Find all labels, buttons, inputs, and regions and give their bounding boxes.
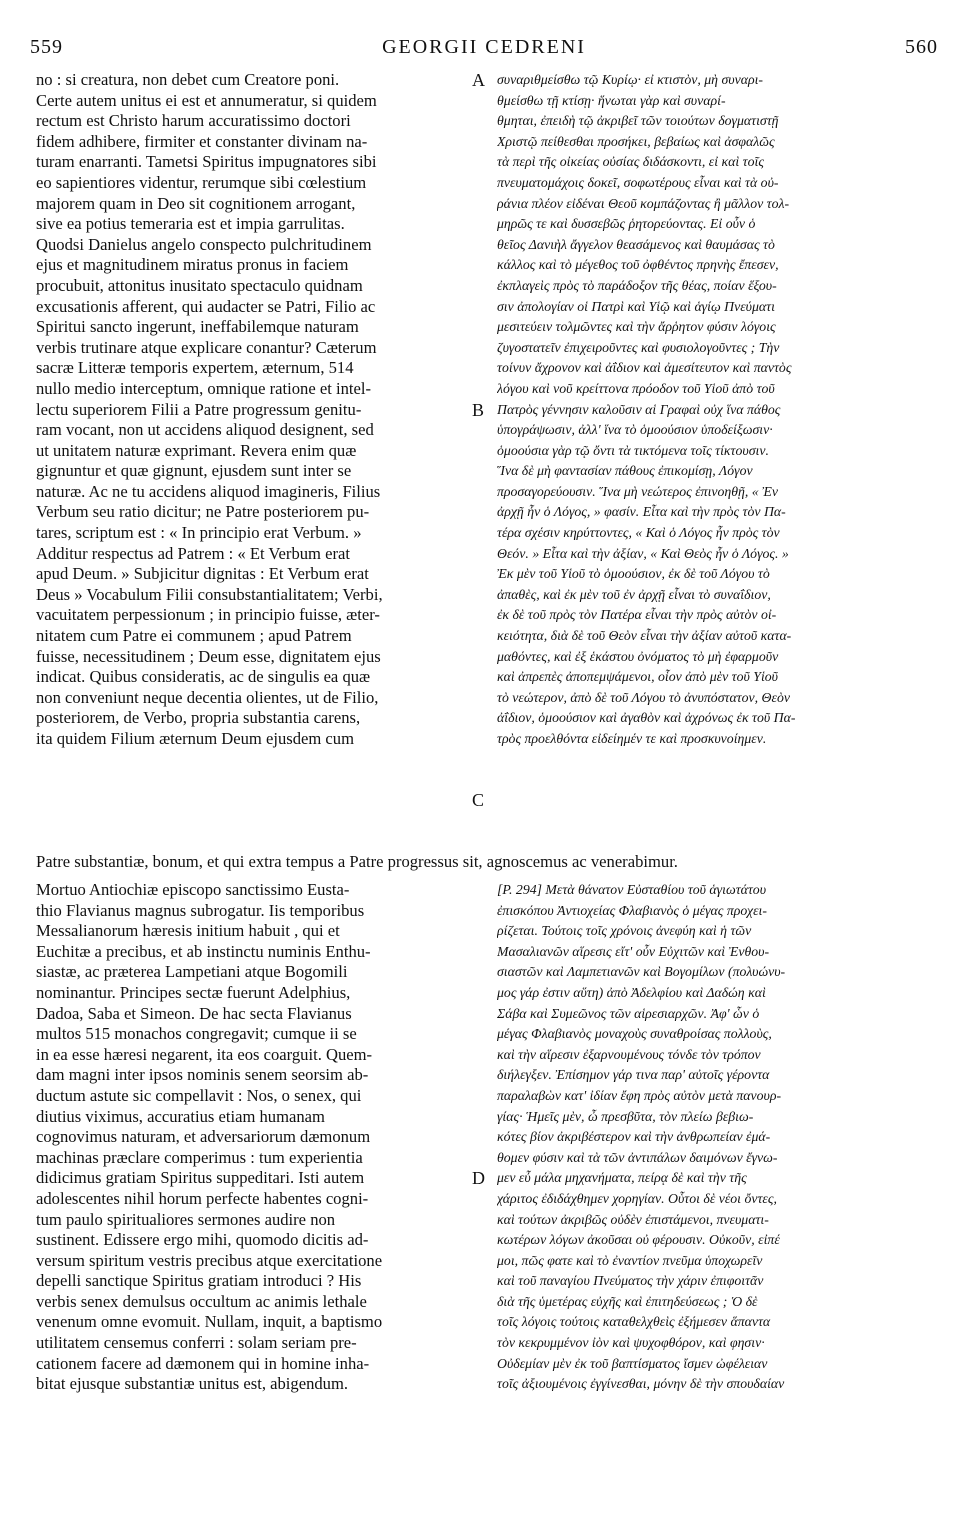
text-line: Verbum seu ratio dicitur; ne Patre posteriorem pu- <box>36 502 370 522</box>
text-line: apud Deum. » Subjicitur dignitas : Et Verbum erat <box>36 564 369 584</box>
text-line: χάριτος ἐδιδάχθημεν χορηγίαν. Οὗτοι δὲ νέοι ὄντες, <box>497 1190 777 1206</box>
text-line: Messalianorum hæresis initium habuit , qui et <box>36 921 340 941</box>
text-line: Deus » Vocabulum Filii consubstantialitatem; Verbi, <box>36 584 383 604</box>
text-line: vacuitatem perpessionum ; in principio fuisse, æter- <box>36 605 380 625</box>
text-line: Spiritui sancto ingerunt, ineffabilemque naturam <box>36 317 359 337</box>
text-line: μηρῶς τε καὶ δυσσεβῶς ῥητορεύοντας. Εἰ οὖν ὁ <box>497 216 756 232</box>
text-line: Euchitæ a precibus, et ab instinctu numinis Enthu- <box>36 941 371 961</box>
text-line: προσαγορεύουσιν. Ἵνα μὴ νεώτερος ἐπινοηθῇ, « Ἐν <box>497 483 779 499</box>
text-line: eo sapientiores videntur, rerumque sibi cœlestium <box>36 172 367 192</box>
text-line: cationem facere ad dæmonem qui in homine inha- <box>36 1353 370 1373</box>
text-line: majorem quam in Deo sit cognitionem arrogant, <box>36 193 356 213</box>
text-line: fidem adhibere, firmiter et constanter divinam na- <box>36 131 368 151</box>
text-line: verbis trutinare atque explicare conantur? Cæterum <box>36 337 377 357</box>
text-line: utilitatem censemus conferri : solam seriam pre- <box>36 1333 357 1353</box>
text-line: lectu superiorem Filii a Patre progressum genitu- <box>36 399 362 419</box>
text-line: διήλεγξεν. Ἐπίσημον γάρ τινα παρ' αὐτοῖς γέροντα <box>497 1067 770 1083</box>
text-line: παραλαβὼν κατ' ἰδίαν ἔφη πρὸς αὐτὸν μετὰ πανουρ- <box>497 1087 782 1103</box>
text-line: τοίνυν ἄχρονον καὶ ἀΐδιον καὶ ἀμεσίτευτον καὶ παντὸς <box>497 360 792 376</box>
text-line: sustinent. Edissere ergo mihi, quomodo dicitis ad- <box>36 1230 369 1250</box>
text-line: thio Flavianus magnus subrogatur. Iis temporibus <box>36 900 365 920</box>
text-line: ράνια πλέον εἰδέναι Θεοῦ κομπάζοντας ἢ μᾶλλον τολ- <box>497 195 790 211</box>
text-line: τὸ νεώτερον, ἀπὸ δὲ τοῦ Λόγου τὸ ἀνυπόστατον, Θεὸν <box>497 689 790 705</box>
text-line: θμηται, ἐπειδὴ τῷ ἀκριβεῖ τῶν τοιούτων δογματιστῇ <box>497 113 779 129</box>
text-line: Dadoa, Saba et Simeon. De hac secta Flavianus <box>36 1003 352 1023</box>
text-line: verbis senex demulsus occultum ac animis lethale <box>36 1291 367 1311</box>
text-line: κότες βίον ἀκριβέστερον καὶ τὴν ἀνθρωπείαν ἐμά- <box>497 1129 771 1145</box>
text-line: indicat. Quibus consideratis, ac de singulis ea quæ <box>36 667 371 687</box>
text-line: non conveniunt neque decentia olientes, ut de Filio, <box>36 687 379 707</box>
text-line: Ἵνα δὲ μὴ φαντασίαν πάθους ἐπικομίσῃ, Λόγον <box>497 463 753 479</box>
text-line: Quodsi Danielus angelo conspecto pulchritudinem <box>36 234 372 254</box>
text-line: Σάβα καὶ Συμεῶνος τῶν αἱρεσιαρχῶν. Ἀφ' ὧν ὁ <box>497 1005 760 1021</box>
text-line: ut unitatem naturæ exprimant. Revera enim quæ <box>36 440 357 460</box>
text-line: κειότητα, διὰ δὲ τοῦ Θεὸν εἶναι τὴν ἀξίαν αὐτοῦ κατα- <box>497 628 792 644</box>
text-line: nitatem cum Patre ei communem ; apud Patrem <box>36 626 352 646</box>
text-line: turam enarranti. Tametsi Spiritus impugnatores sibi <box>36 152 377 172</box>
text-line: nullo medio interceptum, omnique ratione et intel- <box>36 378 372 398</box>
latin-column-top <box>36 70 464 750</box>
text-line: ἀΐδιον, ὁμοούσιον καὶ ἀγαθὸν καὶ ἀχρόνως ἐκ τοῦ Πα- <box>497 710 796 726</box>
text-line: καὶ τούτων ἀκριβῶς οὐδὲν ἐπιστάμενοι, πνευματι- <box>497 1211 769 1227</box>
margin-marker-d: D <box>472 1168 485 1188</box>
text-line: posteriorem, de Verbo, propria substantia carens, <box>36 708 361 728</box>
text-line: καὶ τὴν αἵρεσιν ἐξαρνουμένους τόνδε τὸν τρόπον <box>497 1046 761 1062</box>
text-line: nominantur. Principes sectæ fuerunt Adelphius, <box>36 982 351 1002</box>
text-line: κωτέρων λόγων ἀκοῦσαι οὐ φέρουσιν. Οὐκοῦν, εἰπέ <box>497 1232 780 1248</box>
text-line: μεν εὖ μάλα μηχανήματα, πείρᾳ δὲ καὶ τὴν τῆς <box>497 1170 747 1186</box>
text-line: sive ea potius temeraria est et impia garrulitas. <box>36 214 345 234</box>
left-page-number: 559 <box>30 36 63 58</box>
text-line: procubuit, attonitus inusitato spectaculo quidnam <box>36 275 363 295</box>
text-line: ζυγοστατεῖν ἐπιχειροῦντες καὶ φυσιολογοῦντες ; Τὴν <box>497 339 780 355</box>
text-line: τοῖς ἀξιουμένοις ἐγγίνεσθαι, μόνην δὲ τὴν σπουδαίαν <box>497 1376 785 1392</box>
text-line: rectum est Christo harum accuratissimo doctori <box>36 111 351 131</box>
text-line: ρίζεται. Τούτοις τοῖς χρόνοις ἀνεφύη καὶ ἡ τῶν <box>497 923 752 939</box>
text-line: Additur respectus ad Patrem : « Et Verbum erat <box>36 543 350 563</box>
text-line: γίας· Ἡμεῖς μὲν, ὦ πρεσβῦτα, τὸν πλείω βεβιω- <box>497 1108 754 1124</box>
text-line: μοι, πῶς φατε καὶ τὸ ἐναντίον πνεῦμα ὑποχωρεῖν <box>497 1252 763 1268</box>
text-line: ἀπαθὲς, καὶ ἐκ μὲν τοῦ ἐν ἀρχῇ εἶναι τὸ συναΐδιον, <box>497 586 771 602</box>
greek-column-top <box>497 70 930 750</box>
text-line: tares, scriptum est : « In principio erat Verbum. » <box>36 523 362 543</box>
text-line: Θεόν. » Εἶτα καὶ τὴν ἀξίαν, « Καὶ Θεὸς ἦν ὁ Λόγος. » <box>497 545 789 561</box>
text-line: didicimus gratiam Spiritus suppeditari. Isti autem <box>36 1168 365 1188</box>
text-line: sacræ Litteræ temporis expertem, æternum, 514 <box>36 358 354 378</box>
text-line: τοῖς λόγοις τούτοις καταθελχθεὶς ἐξήμεσεν ἅπαντα <box>497 1314 771 1330</box>
text-line: ἐκπλαγεὶς πρὸς τὸ παράδοξον τῆς θέας, ποίαν ἕξου- <box>497 277 777 293</box>
text-line: Ἐκ μὲν τοῦ Υἱοῦ τὸ ὁμοούσιον, ἐκ δὲ τοῦ Λόγου τὸ <box>497 566 770 582</box>
text-line: μέγας Φλαβιανὸς μοναχοὺς συναθροίσας πολλοὺς, <box>497 1026 772 1042</box>
text-line: ejus et magnitudinem miratus pronus in faciem <box>36 255 349 275</box>
text-line: versum spiritum vestris precibus atque exercitatione <box>36 1250 383 1270</box>
text-line: καὶ τοῦ παναγίου Πνεύματος τὴν χάριν ἐπιφοιτᾶν <box>497 1273 764 1289</box>
text-line: τὰ περὶ τῆς οἰκείας οὐσίας διδάσκοντι, εἰ καὶ τοῖς <box>497 154 764 170</box>
text-line: no : si creatura, non debet cum Creatore poni. <box>36 70 340 89</box>
text-line: λόγου καὶ νοῦ κρείττονα πρόοδον τοῦ Υἱοῦ ἀπὸ τοῦ <box>497 380 775 396</box>
text-line: diutius viximus, accuratius etiam humanam <box>36 1106 325 1126</box>
text-line: ἐπισκόπου Ἀντιοχείας Φλαβιανὸς ὁ μέγας προχει- <box>497 902 767 918</box>
text-line: μεσιτεύειν τολμῶντες καὶ τὴν ἄρῥητον φύσιν λόγοις <box>497 319 776 335</box>
text-line: τέρα σχέσιν κηρύττοντες, « Καὶ ὁ Λόγος ἦν πρὸς τὸν <box>497 525 780 541</box>
running-title: GEORGII CEDRENI <box>382 36 586 58</box>
text-line: Certe autem unitus ei est et annumeratur, si quidem <box>36 90 377 110</box>
text-line: venenum omne evomuit. Nullam, inquit, a baptismo <box>36 1312 383 1332</box>
text-line: καὶ ἀπρεπὲς ἀποπεμψάμενοι, οἷον ἀπὸ μὲν τοῦ Υἱοῦ <box>497 669 779 685</box>
text-line: fuisse, necessitudinem ; Deum esse, dignitatem ejus <box>36 646 381 666</box>
text-line: ἐκ δὲ τοῦ πρὸς τὸν Πατέρα εἶναι τὴν πρὸς αὐτὸν οἰ- <box>497 607 777 623</box>
text-line: τὸν κεκρυμμένον ἰὸν καὶ ψυχοφθόρον, καὶ φησιν· <box>497 1335 765 1351</box>
text-line: διὰ τῆς ὑμετέρας εὐχῆς καὶ ἐπιτηδεύσεως ; Ὁ δὲ <box>497 1293 758 1309</box>
text-line: συναριθμείσθω τῷ Κυρίῳ· εἰ κτιστὸν, μὴ συναρι- <box>497 72 764 87</box>
text-line: machinas præclare comperimus : tum experientia <box>36 1147 363 1167</box>
text-line: θεῖος Δανιὴλ ἄγγελον θεασάμενος καὶ θαυμάσας τὸ <box>497 236 775 252</box>
full-width-line: Patre substantiæ, bonum, et qui extra tempus a Patre progressus sit, agnoscemus ac venerabimur. <box>36 852 678 871</box>
greek-column-bottom <box>497 880 930 1395</box>
text-line: cognovimus naturam, et adversariorum dæmonum <box>36 1127 371 1147</box>
text-line: τρὸς προελθόντα εἰδείημέν τε καὶ προσκυνοίημεν. <box>497 731 767 746</box>
text-line: in ea esse hæresi negarent, ita eos coarguit. Quem- <box>36 1044 373 1064</box>
text-line: bitat ejusque substantiæ unitus est, abigendum. <box>36 1374 349 1394</box>
text-line: μαθόντες, καὶ ἐξ ἑκάστου ὀνόματος τὸ μὴ ἐφαρμοῦν <box>497 648 779 664</box>
text-line: gignuntur et quæ gignunt, ejusdem sunt inter se <box>36 461 352 481</box>
text-line: σιαστῶν καὶ Λαμπετιανῶν καὶ Βογομίλων (πολυώνυ- <box>497 964 786 980</box>
text-line: ductum astute sic compellavit : Nos, o senex, qui <box>36 1085 362 1105</box>
margin-marker-b: B <box>472 400 485 420</box>
text-line: excusationis afferent, qui audacter se Patri, Filio ac <box>36 296 376 316</box>
latin-column-bottom <box>36 880 464 1395</box>
text-line: ἀρχῇ ἦν ὁ Λόγος, » φασίν. Εἶτα καὶ τὴν πρὸς τὸν Πα- <box>497 504 786 520</box>
text-line: Mortuo Antiochiæ episcopo sanctissimo Eusta- <box>36 880 350 899</box>
margin-marker-a: A <box>472 70 485 90</box>
text-line: [P. 294] Μετὰ θάνατον Εὐσταθίου τοῦ ἁγιωτάτου <box>497 882 767 897</box>
right-page-number: 560 <box>905 36 938 58</box>
text-line: tum paulo spiritualiores sermones audire non <box>36 1209 336 1229</box>
text-line: πνευματομάχοις δοκεῖ, σοφωτέρους εἶναι καὶ τὰ οὐ- <box>497 174 779 190</box>
text-line: dam magni inter ipsos nominis senem seorsim ab- <box>36 1065 369 1085</box>
text-line: Χριστῷ πείθεσθαι προσήκει, βεβαίως καὶ ἀσφαλῶς <box>497 133 775 149</box>
text-line: ὁμοούσια γὰρ τῷ ὄντι τὰ τικτόμενα τοῖς τίκτουσιν. <box>497 442 769 458</box>
text-line: Πατρὸς γέννησιν καλοῦσιν αἱ Γραφαὶ οὐχ ἵνα πάθος <box>497 401 781 417</box>
text-line: Μασαλιανῶν αἵρεσις εἴτ' οὖν Εὐχιτῶν καὶ Ἐνθου- <box>497 943 770 959</box>
text-line: naturæ. Ac ne tu accidens aliquod imagineris, Filius <box>36 481 381 501</box>
text-line: ita quidem Filium æternum Deum ejusdem cum <box>36 729 355 748</box>
text-line: adolescentes nihil horum perfecte habentes cogni- <box>36 1188 369 1208</box>
text-line: Οὐδεμίαν μὲν ἐκ τοῦ βαπτίσματος ἴσμεν ὠφέλειαν <box>497 1355 768 1371</box>
text-line: ram vocant, non ut accidens aliquod designent, sed <box>36 420 374 440</box>
text-line: multos 515 monachos congregavit; cumque ii se <box>36 1024 357 1044</box>
text-line: μος γάρ ἐστιν αὕτη) ἀπὸ Ἀδελφίου καὶ Δαδώη καὶ <box>497 984 766 1000</box>
text-line: siastæ, ac præterea Lampetiani atque Bogomili <box>36 962 348 982</box>
running-header <box>30 36 938 58</box>
text-line: θομεν φύσιν καὶ τὰ τῶν ἀντιπάλων δαιμόνων ἔγνω- <box>497 1149 778 1165</box>
text-line: depelli sanctique Spiritus gratiam introduci ? His <box>36 1271 362 1291</box>
text-line: κάλλος καὶ τὸ μέγεθος τοῦ ὀφθέντος πρηνὴς ἔπεσεν, <box>497 257 779 273</box>
text-line: θμείσθω τῇ κτίσῃ· ἥνωται γὰρ καὶ συναρί- <box>497 92 726 108</box>
text-line: ὑπογράψωσιν, ἀλλ' ἵνα τὸ ὁμοούσιον ὑποδείξωσιν· <box>497 422 773 438</box>
text-line: σιν ἀπολογίαν οἱ Πατρὶ καὶ Υἱῷ καὶ ἁγίῳ Πνεύματι <box>497 298 775 314</box>
margin-marker-c: C <box>472 790 485 810</box>
